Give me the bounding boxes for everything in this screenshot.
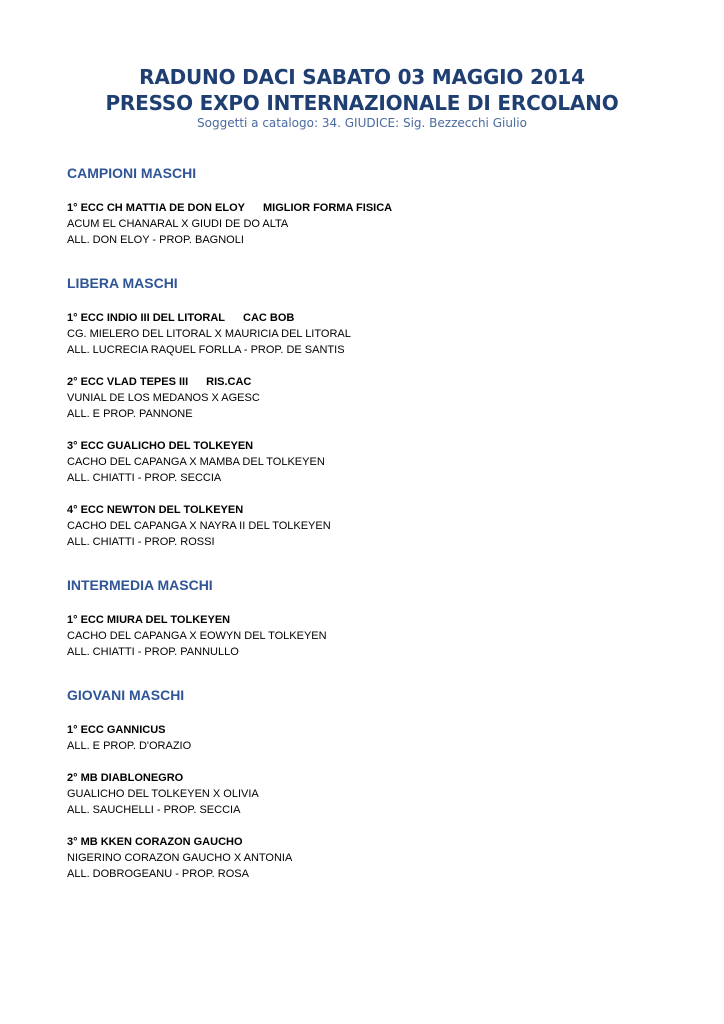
- entry-heading: [67, 770, 687, 786]
- section-title: INTERMEDIA MASCHI: [67, 577, 213, 593]
- result-entry: [67, 612, 687, 660]
- section-libera-maschi: [67, 274, 687, 550]
- entry-parentage: ACUM EL CHANARAL X GIUDI DE DO ALTA: [67, 218, 289, 230]
- section-giovani-maschi: [67, 686, 687, 882]
- entry-parentage: CG. MIELERO DEL LITORAL X MAURICIA DEL LITORAL: [67, 328, 351, 340]
- result-entry: [67, 374, 687, 422]
- entry-placement-name: 4° ECC NEWTON DEL TOLKEYEN: [67, 504, 244, 516]
- entry-placement-name: 2° MB DIABLONEGRO: [67, 772, 184, 784]
- entry-placement-name: 1° ECC GANNICUS: [67, 724, 166, 736]
- entry-heading: [67, 722, 687, 738]
- section-title: GIOVANI MASCHI: [67, 687, 185, 703]
- document-header: [0, 64, 724, 130]
- entry-breeder-owner: ALL. E PROP. PANNONE: [67, 408, 193, 420]
- entry-breeder-owner: ALL. DON ELOY - PROP. BAGNOLI: [67, 234, 244, 246]
- entry-breeder-owner: ALL. CHIATTI - PROP. SECCIA: [67, 472, 222, 484]
- entry-heading: [67, 834, 687, 850]
- entry-heading: [67, 200, 687, 216]
- section-title: LIBERA MASCHI: [67, 275, 178, 291]
- section-intermedia-maschi: [67, 576, 687, 660]
- entry-placement-name: 1° ECC INDIO III DEL LITORAL: [67, 312, 226, 324]
- entry-parentage: VUNIAL DE LOS MEDANOS X AGESC: [67, 392, 260, 404]
- entry-parentage: CACHO DEL CAPANGA X MAMBA DEL TOLKEYEN: [67, 456, 325, 468]
- result-entry: [67, 722, 687, 754]
- result-entry: [67, 502, 687, 550]
- entry-breeder-owner: ALL. LUCRECIA RAQUEL FORLLA - PROP. DE SANTIS: [67, 344, 345, 356]
- entry-breeder-owner: ALL. CHIATTI - PROP. ROSSI: [67, 536, 215, 548]
- entry-award: CAC BOB: [243, 312, 295, 324]
- title-line-1: RADUNO DACI SABATO 03 MAGGIO 2014: [139, 65, 585, 89]
- section-campioni-maschi: [67, 164, 687, 248]
- result-entry: [67, 310, 687, 358]
- entry-placement-name: 3° ECC GUALICHO DEL TOLKEYEN: [67, 440, 254, 452]
- entry-heading: [67, 438, 687, 454]
- entry-heading: [67, 310, 687, 326]
- entry-award: MIGLIOR FORMA FISICA: [262, 202, 393, 214]
- entry-placement-name: 2° ECC VLAD TEPES III: [67, 376, 189, 388]
- result-entry: [67, 770, 687, 818]
- entry-parentage: CACHO DEL CAPANGA X NAYRA II DEL TOLKEYEN: [67, 520, 331, 532]
- title-line-2: PRESSO EXPO INTERNAZIONALE DI ERCOLANO: [105, 91, 619, 115]
- result-entry: [67, 438, 687, 486]
- entry-placement-name: 1° ECC CH MATTIA DE DON ELOY: [67, 202, 245, 214]
- entry-award: RIS.CAC: [206, 376, 252, 388]
- entry-heading: [67, 374, 687, 390]
- entry-breeder-owner: ALL. DOBROGEANU - PROP. ROSA: [67, 868, 249, 880]
- entry-parentage: CACHO DEL CAPANGA X EOWYN DEL TOLKEYEN: [67, 630, 327, 642]
- entry-breeder-owner: ALL. SAUCHELLI - PROP. SECCIA: [67, 804, 241, 816]
- entry-placement-name: 3° MB KKEN CORAZON GAUCHO: [67, 836, 243, 848]
- results-content: [67, 164, 687, 908]
- entry-breeder-owner: ALL. E PROP. D'ORAZIO: [67, 740, 192, 752]
- section-title: CAMPIONI MASCHI: [67, 165, 197, 181]
- entry-breeder-owner: ALL. CHIATTI - PROP. PANNULLO: [67, 646, 239, 658]
- entry-placement-name: 1° ECC MIURA DEL TOLKEYEN: [67, 614, 231, 626]
- subtitle: Soggetti a catalogo: 34. GIUDICE: Sig. Bezzecchi Giulio: [197, 116, 527, 130]
- result-entry: [67, 200, 687, 248]
- result-entry: [67, 834, 687, 882]
- entry-parentage: GUALICHO DEL TOLKEYEN X OLIVIA: [67, 788, 259, 800]
- entry-parentage: NIGERINO CORAZON GAUCHO X ANTONIA: [67, 852, 293, 864]
- entry-heading: [67, 502, 687, 518]
- entry-heading: [67, 612, 687, 628]
